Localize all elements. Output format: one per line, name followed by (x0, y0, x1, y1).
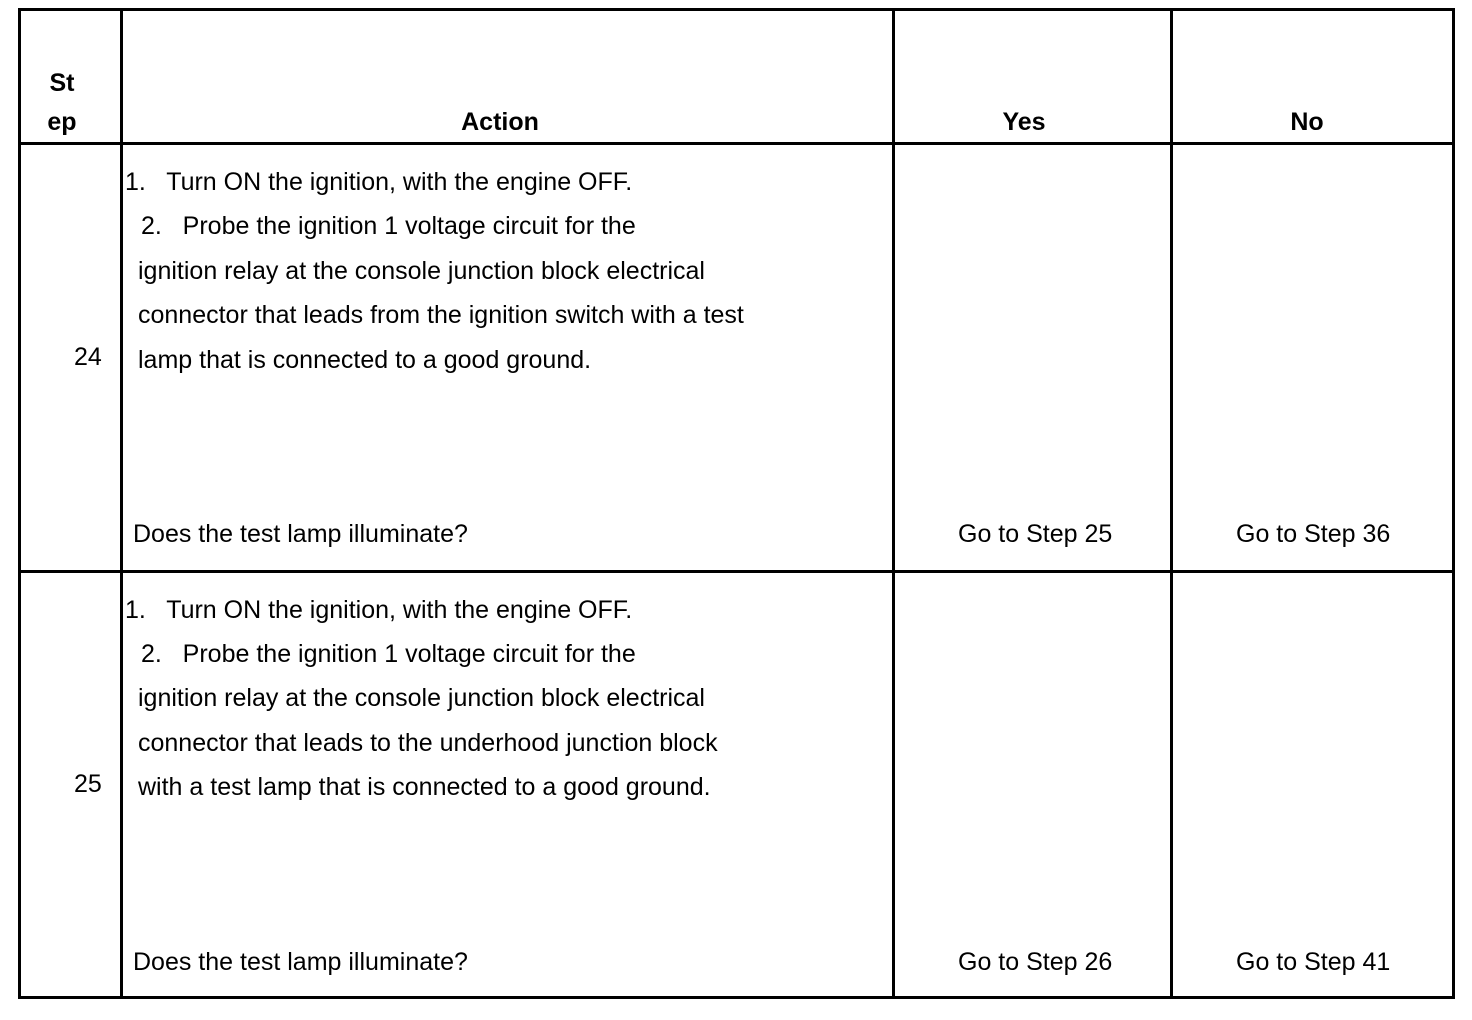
column-divider (892, 11, 895, 996)
action-line: 2. Probe the ignition 1 voltage circuit for the (141, 640, 636, 668)
yes-result: Go to Step 26 (958, 948, 1113, 976)
action-line: 1. Turn ON the ignition, with the engine OFF. (125, 596, 633, 624)
header-yes: Yes (1002, 108, 1046, 136)
column-divider (120, 11, 123, 996)
header-action: Action (461, 108, 539, 136)
action-line: with a test lamp that is connected to a good ground. (138, 773, 711, 801)
action-line: ignition relay at the console junction block electrical (138, 684, 705, 712)
yes-result: Go to Step 25 (958, 520, 1113, 548)
action-question: Does the test lamp illuminate? (133, 948, 468, 976)
step-number: 25 (74, 770, 102, 798)
step-number: 24 (74, 343, 102, 371)
action-line: 2. Probe the ignition 1 voltage circuit for the (141, 212, 636, 240)
row-divider (21, 142, 1452, 145)
action-line: lamp that is connected to a good ground. (138, 346, 592, 374)
action-question: Does the test lamp illuminate? (133, 520, 468, 548)
action-line: connector that leads to the underhood junction block (138, 729, 718, 757)
diagnostic-table (18, 8, 1455, 999)
action-line: ignition relay at the console junction block electrical (138, 257, 705, 285)
action-line: 1. Turn ON the ignition, with the engine OFF. (125, 168, 633, 196)
header-step-line2: ep (47, 108, 77, 136)
header-step-line1: St (49, 69, 75, 97)
header-no: No (1290, 108, 1324, 136)
no-result: Go to Step 41 (1236, 948, 1391, 976)
no-result: Go to Step 36 (1236, 520, 1391, 548)
column-divider (1170, 11, 1173, 996)
row-divider (21, 570, 1452, 573)
action-line: connector that leads from the ignition switch with a test (138, 301, 744, 329)
